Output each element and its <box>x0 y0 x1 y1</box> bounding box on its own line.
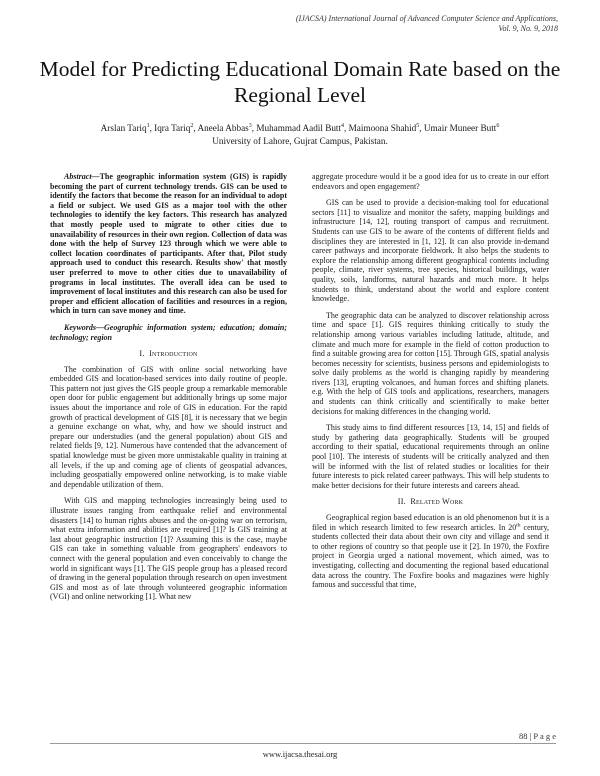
left-column <box>50 172 287 609</box>
ordinal-suffix: th <box>516 521 521 528</box>
keywords <box>50 323 287 342</box>
author-index: 3 <box>248 122 252 129</box>
author-index: 2 <box>190 122 194 129</box>
author-name: Arslan Tariq <box>100 123 147 133</box>
section-heading-related-work <box>312 497 549 507</box>
author-block <box>30 122 570 148</box>
paragraph: The combination of GIS with online social networking have embedded GIS and location-based services into daily routine of people. This pattern not just gives the GIS people group a remarkable memorable open door for public engagement but additionally brings up some major issues about the importance and role of GIS in education. For the rapid growth of practical development of GIS [8], it is necessary that we begin a genuine exchange on what, why, and how we should instruct and prepare our understudies (and the general population) about GIS and related fields [9, 12]. Numerous have contended that the advancement of spatial knowledge must be given more unmistakable quality in training at all levels, if the up and coming age of clients of geospatial advances, including geospatially empowered online networking, is to make viable and dependable utilization of them. <box>50 364 287 489</box>
paragraph-continued: aggregate procedure would it be a good idea for us to create in our effort endeavors and open engagement? <box>312 172 549 191</box>
author-list: Arslan Tariq$^1$, Iqra Tariq$^2$, Aneela Abbas$^3$, Muhammad Aadil Butt$^4$, Maimoona Shahid$^5$, Umair Muneer Butt$^6$ <box>100 122 500 133</box>
section-heading-introduction <box>50 349 287 359</box>
author-index: 4 <box>341 122 345 129</box>
author-name: Iqra Tariq <box>154 123 191 133</box>
paragraph: The geographic data can be analyzed to discover relationship across time and space [1]. GIS requires thinking critically to study the relationship among various variables including latitude, altitude, and climate and much more for example in the field of cotton production to find a suitable growing area for cotton [15]. Through GIS, spatial analysis becomes necessity for scientists, business persons and epidemiologists to solve daily problems as the world is changing rapidly by meandering rivers [13], erupting volcanoes, and human forces and shifting planets. e.g. With the help of GIS tools and applications, researchers, managers and students can think critically and scientifically to make better decisions for making differences in the changing world. <box>312 310 549 416</box>
author-name: Maimoona Shahid <box>348 123 417 133</box>
right-column <box>312 172 549 597</box>
keywords-label: Keywords— <box>64 322 104 332</box>
section-title: Related Work <box>410 497 464 507</box>
journal-url: www.ijacsa.thesai.org <box>262 749 338 759</box>
affiliation: University of Lahore, Gujrat Campus, Pakistan. <box>212 136 388 146</box>
section-number: II. <box>397 497 406 507</box>
author-name: Aneela Abbas <box>197 123 249 133</box>
keywords-text: Geographic information system; education; domain; technology; region <box>50 322 287 342</box>
journal-header <box>296 14 558 34</box>
author-name: Muhammad Aadil Butt <box>256 123 342 133</box>
section-number: I. <box>139 349 145 359</box>
author-name: Umair Muneer Butt <box>423 123 497 133</box>
author-index: 6 <box>496 122 500 129</box>
paragraph: With GIS and mapping technologies increasingly being used to illustrate issues ranging from earthquake relief and environmental disasters [14] to human rights abuses and the on-going war on terrorism, what extra information and abilities are required [1]? Is GIS training at last about geographic instruction [1]? Assuming this is the case, maybe GIS can take in something valuable from geographers' endeavors to connect with the general population and even conceivably to change the world in significant ways [1]. The GIS people group has a pleased record of drawing in the general population through research on open investment GIS and most as of late through volunteered geographic information (VGI) and online networking [1]. What new <box>50 496 287 602</box>
paragraph <box>312 513 549 590</box>
author-index: 1 <box>146 122 150 129</box>
author-index: 5 <box>416 122 420 129</box>
paragraph-text: Geographical region based education is an old phenomenon but it is a filed in which research limited to few research articles. In 20 <box>312 513 549 532</box>
abstract-text: The geographic information system (GIS) is rapidly becoming the part of current technology trends. GIS can be used to identify the factors that become the reason for an individual to adopt a field or subject. We used GIS as a major tool with the other technologies to identify the key factors. This research has analyzed that mostly people used to migrate to other cities due to unavailability of resources in their own region. Collection of data was done with the help of Survey 123 through which we were able to collect location coordinates of participants. After that, Pilot study approach used to conduct this research. Results show' that mostly user preferred to move to other cities due to unavailability of programs in local institutes. The overall idea can be used to improvement of local institutes and this research can also be used for proper and efficient allocation of facilities and resources in a region, which in turn can save money and time. <box>50 172 287 316</box>
section-title: Introduction <box>149 349 198 359</box>
paragraph-text: century, students collected their data about their own city and village and send it to other regions of country so that people use it [2]. In 1970, the Foxfire project in Georgia urged a national movement, which aimed, was to investigating, collecting and documenting the regional based educational data across the country. The Foxfire books and magazines were highly famous and successful that time, <box>312 522 549 590</box>
paragraph: GIS can be used to provide a decision-making tool for educational sectors [11] to visualize and monitor the safety, mapping buildings and infrastructure [14, 12], routing transport of campus and recruitment. Students can use GIS to be aware of the contents of different fields and disciplines they are interested in [1, 12]. It can also provide in-demand career pathways and incorporate fieldwork. It also helps the students to explore the relationship among different geographical contents including people, climate, river systems, tree species, historical buildings, water quality, soils, landforms, natural hazards and much more. It helps students to think, understand about the world and explore content knowledge. <box>312 198 549 304</box>
paragraph: This study aims to find different resources [13, 14, 15] and fields of study by gathering data geographically. Students will be grouped according to their spatial, educational requirements through an online pool [10]. The interests of students will be critically analyzed and then will be informed with the list of related studies or localities for their future interests to pick related career pathways. This will help students to make better decisions for their future interests and careers ahead. <box>312 423 549 490</box>
paper-title: Model for Predicting Educational Domain Rate based on the Regional Level <box>39 57 561 107</box>
journal-volume: Vol. 9, No. 9, 2018 <box>498 24 558 33</box>
page-number: 88 | P a g e <box>518 731 556 741</box>
abstract-label: Abstract— <box>64 172 100 181</box>
abstract <box>50 172 287 316</box>
journal-name: (IJACSA) International Journal of Advanced Computer Science and Applications, <box>295 14 558 23</box>
footer-divider <box>50 743 556 744</box>
